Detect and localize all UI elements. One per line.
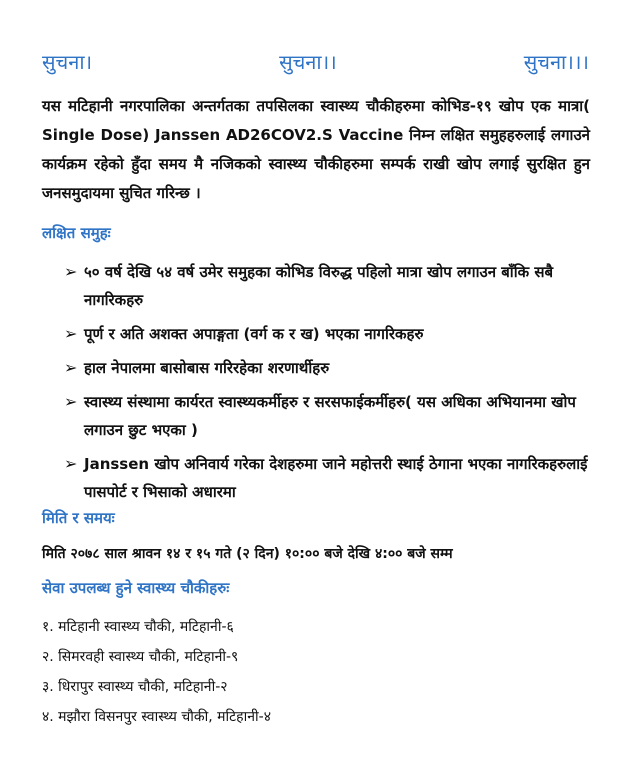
- arrow-bullet-icon: ➢: [64, 324, 78, 343]
- intro-paragraph: यस मटिहानी नगरपालिका अन्तर्गतका तपसिलका स्वास्थ्य चौकीहरुमा कोभिड-१९ खोप एक मात्रा( Single Dose) Janssen AD26COV2.S Vaccine निम्न लक्षित समुहहरुलाई लगाउने कार्यक्रम रहेको हुँदा समय मै नजिकको स्वास्थ्य चौकीहरुमा सम्पर्क राखी खोप लगाई सुरक्षित हुन जनसमुदायमा सुचित गरिन्छ ।: [42, 97, 590, 202]
- notice-title-1: सुचना।: [42, 49, 93, 74]
- notice-title-2: सुचना।।: [279, 49, 337, 74]
- arrow-bullet-icon: ➢: [64, 358, 78, 377]
- health-post-list: [42, 612, 271, 732]
- list-item-text: पूर्ण र अति अशक्त अपाङ्गता (वर्ग क र ख) भएका नागरिकहरु: [84, 325, 424, 343]
- list-item: [64, 354, 594, 382]
- list-item: [64, 388, 594, 444]
- notice-title-3: सुचना।।।: [523, 49, 589, 74]
- target-group-heading: लक्षित समुहः: [42, 224, 111, 242]
- list-item-text: स्वास्थ्य संस्थामा कार्यरत स्वास्थ्यकर्मीहरु र सरसफाईकर्मीहरु( यस अधिका अभियानमा खोप लगाउन छुट भएका ): [84, 393, 576, 439]
- list-item: [64, 258, 594, 314]
- arrow-bullet-icon: ➢: [64, 392, 78, 411]
- list-item-text: ५० वर्ष देखि ५४ वर्ष उमेर समुहका कोभिड विरुद्ध पहिलो मात्रा खोप लगाउन बाँकि सबै नागरिकहरु: [84, 263, 554, 309]
- list-item-text: हाल नेपालमा बासोबास गरिरहेका शरणार्थीहरु: [84, 359, 330, 377]
- list-item: [64, 450, 594, 506]
- arrow-bullet-icon: ➢: [64, 454, 78, 473]
- arrow-bullet-icon: ➢: [64, 262, 78, 281]
- health-post-item: १. मटिहानी स्वास्थ्य चौकी, मटिहानी-६: [42, 619, 234, 635]
- health-post-item: २. सिमरवही स्वास्थ्य चौकी, मटिहानी-९: [42, 649, 239, 665]
- list-item: [64, 320, 594, 348]
- health-post-item: ३. धिरापुर स्वास्थ्य चौकी, मटिहानी-२: [42, 679, 228, 695]
- health-posts-heading: सेवा उपलब्ध हुने स्वास्थ्य चौकीहरुः: [42, 579, 230, 597]
- notice-header: [42, 44, 589, 78]
- target-group-list: [64, 258, 594, 512]
- date-text: मिति २०७८ साल श्रावन १४ र १५ गते (२ दिन) १०:०० बजे देखि ४:०० बजे सम्म: [42, 546, 453, 562]
- health-post-item: ४. मझौरा विसनपुर स्वास्थ्य चौकी, मटिहानी-४: [42, 709, 271, 725]
- date-heading: मिति र समयः: [42, 509, 115, 527]
- list-item-text: Janssen खोप अनिवार्य गरेका देशहरुमा जाने महोत्तरी स्थाई ठेगाना भएका नागरिकहरुलाई पासपोर्ट र भिसाको अधारमा: [84, 455, 588, 501]
